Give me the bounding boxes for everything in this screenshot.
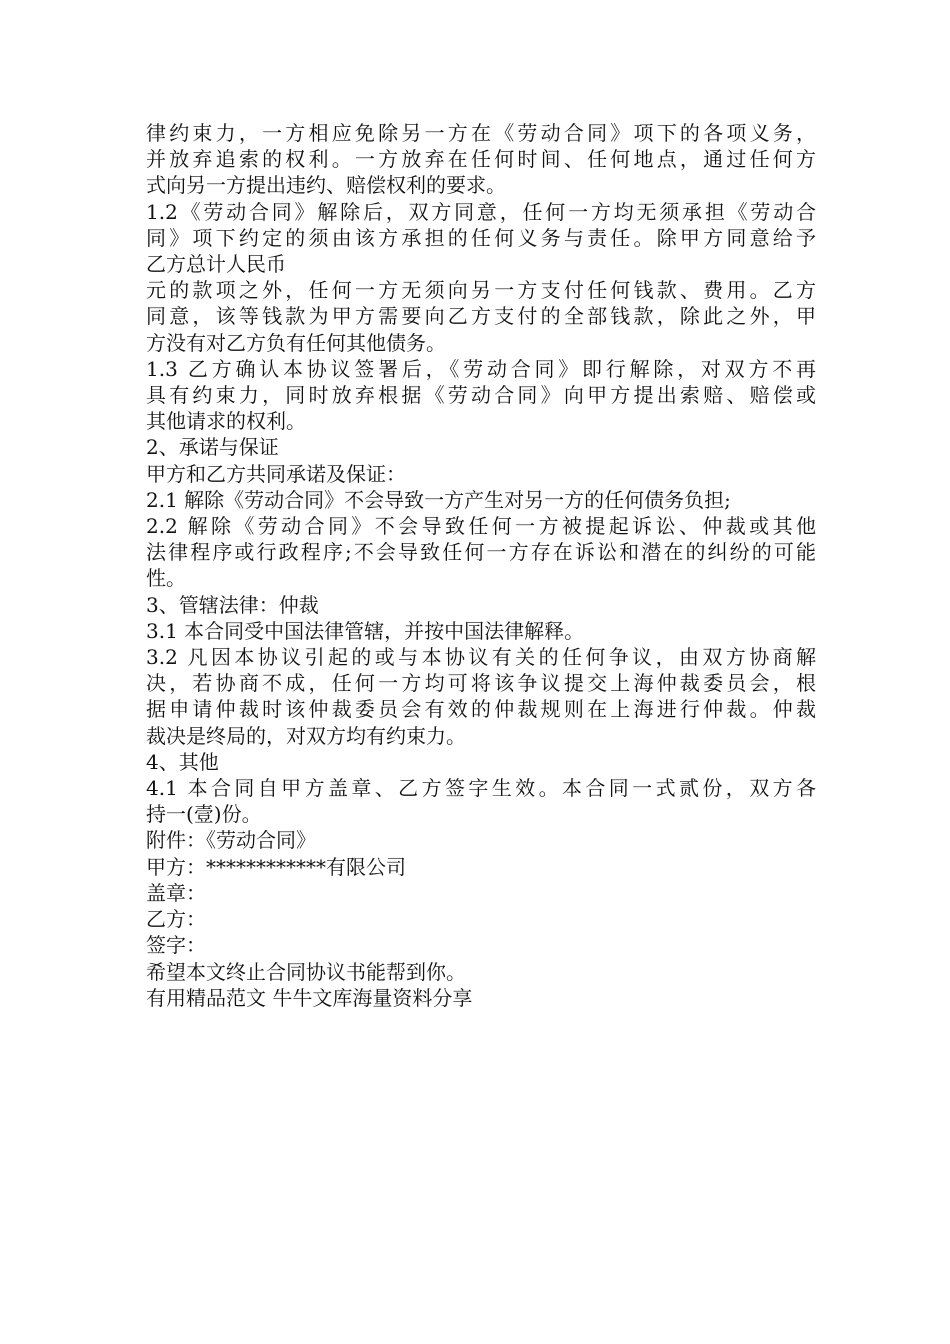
paragraph-line: 1.2《劳动合同》解除后，双方同意，任何一方均无须承担《劳动合 [146,199,816,224]
paragraph-line: 性。 [146,566,186,591]
paragraph-line: 1.3 乙方确认本协议签署后，《劳动合同》即行解除，对双方不再 [146,356,816,381]
paragraph-line: 3.1 本合同受中国法律管辖，并按中国法律解释。 [146,618,585,643]
paragraph-line: 4.1 本合同自甲方盖章、乙方签字生效。本合同一式贰份，双方各 [146,776,816,801]
paragraph-line: 裁决是终局的，对双方均有约束力。 [146,723,466,748]
paragraph-line: 3.2 凡因本协议引起的或与本协议有关的任何争议，由双方协商解 [146,645,816,670]
seal-line: 盖章： [146,880,206,905]
paragraph-line: 甲方和乙方共同承诺及保证： [146,461,406,486]
signature-line: 签字： [146,933,206,958]
paragraph-line: 其他请求的权利。 [146,409,306,434]
party-b-line: 乙方： [146,907,206,932]
paragraph-line: 持一(壹)份。 [146,802,262,827]
paragraph-line: 同》项下约定的须由该方承担的任何义务与责任。除甲方同意给予 [146,225,816,250]
paragraph-line: 同意，该等钱款为甲方需要向乙方支付的全部钱款，除此之外，甲 [146,304,816,329]
document-body [146,120,816,1011]
party-a-line: 甲方：************有限公司 [146,854,406,879]
section-heading: 4、其他 [146,749,219,774]
paragraph-line: 乙方总计人民币 [146,252,286,277]
paragraph-line: 律约束力，一方相应免除另一方在《劳动合同》项下的各项义务， [146,121,816,145]
paragraph-line: 法律程序或行政程序;不会导致任何一方存在诉讼和潜在的纠纷的可能 [146,540,816,565]
paragraph-line: 2.1 解除《劳动合同》不会导致一方产生对另一方的任何债务负担; [146,487,731,512]
paragraph-line: 具有约束力，同时放弃根据《劳动合同》向甲方提出索赔、赔偿或 [146,383,816,408]
paragraph-line: 2.2 解除《劳动合同》不会导致任何一方被提起诉讼、仲裁或其他 [146,514,816,539]
footer-line: 有用精品范文 牛牛文库海量资料分享 [146,985,473,1010]
section-heading: 2、承诺与保证 [146,435,279,460]
paragraph-line: 据申请仲裁时该仲裁委员会有效的仲裁规则在上海进行仲裁。仲裁 [146,697,816,722]
paragraph-line: 式向另一方提出违约、赔偿权利的要求。 [146,173,506,198]
paragraph-line: 元的款项之外，任何一方无须向另一方支付任何钱款、费用。乙方 [146,278,816,303]
attachment-line: 附件：《劳动合同》 [146,828,316,853]
section-heading: 3、管辖法律：仲裁 [146,592,319,617]
closing-line: 希望本文终止合同协议书能帮到你。 [146,959,466,984]
paragraph-line: 并放弃追索的权利。一方放弃在任何时间、任何地点，通过任何方 [146,147,816,172]
paragraph-line: 决，若协商不成，任何一方均可将该争议提交上海仲裁委员会，根 [146,671,816,696]
paragraph-line: 方没有对乙方负有任何其他债务。 [146,330,446,355]
